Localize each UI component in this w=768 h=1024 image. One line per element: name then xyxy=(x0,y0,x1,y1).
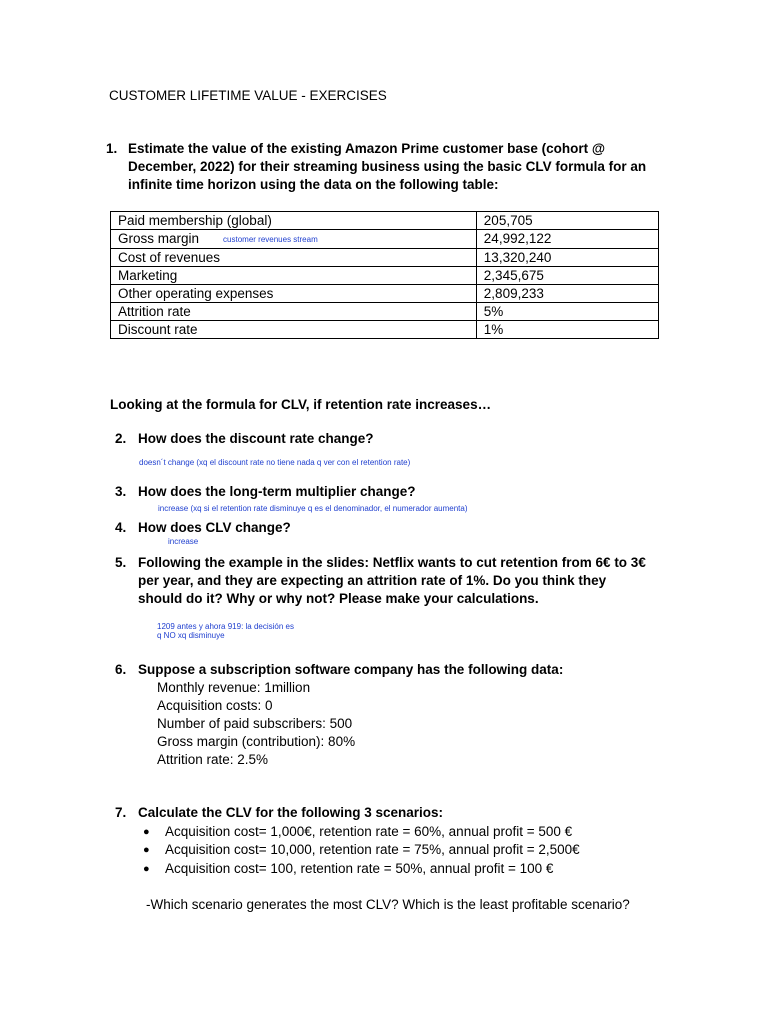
handwritten-note: customer revenues stream xyxy=(223,234,318,244)
table-cell-value: 2,809,233 xyxy=(476,284,658,302)
retention-intro: Looking at the formula for CLV, if retention rate increases… xyxy=(110,397,492,412)
q5-line-2: per year, and they are expecting an attrition rate of 1%. Do you think they xyxy=(138,573,607,588)
q2-handwritten-note: doesn´t change (xq el discount rate no tiene nada q ver con el retention rate) xyxy=(139,458,411,467)
q7-followup: -Which scenario generates the most CLV? Which is the least profitable scenario? xyxy=(146,897,630,912)
table-row xyxy=(111,302,659,320)
gross-margin-label: Gross margin xyxy=(118,231,200,246)
table-cell-value: 5% xyxy=(476,302,658,320)
q7-scenario: Acquisition cost= 10,000, retention rate = 75%, annual profit = 2,500€ xyxy=(165,842,580,857)
q5-line-1: Following the example in the slides: Netflix wants to cut retention from 6€ to 3€ xyxy=(138,555,646,570)
table-row xyxy=(111,248,659,266)
q7-scenario: Acquisition cost= 100, retention rate = 50%, annual profit = 100 € xyxy=(165,861,554,876)
q6-text: Suppose a subscription software company has the following data: xyxy=(138,662,564,677)
q5-handwritten-note-1: 1209 antes y ahora 919: la decisión es xyxy=(157,622,294,631)
table-cell-label xyxy=(111,230,477,249)
q6-item: Acquisition costs: 0 xyxy=(157,698,273,713)
table-row xyxy=(111,266,659,284)
table-cell-label: Other operating expenses xyxy=(111,284,477,302)
q3-number: 3. xyxy=(115,484,127,499)
page-title: CUSTOMER LIFETIME VALUE - EXERCISES xyxy=(109,88,387,103)
q1-line-2: December, 2022) for their streaming business using the basic CLV formula for an xyxy=(128,159,647,174)
table-cell-value: 2,345,675 xyxy=(476,266,658,284)
table-cell-label: Discount rate xyxy=(111,320,477,338)
table-row xyxy=(111,212,659,230)
table-cell-label: Paid membership (global) xyxy=(111,212,477,230)
q6-item: Gross margin (contribution): 80% xyxy=(157,734,356,749)
q4-text: How does CLV change? xyxy=(138,520,291,535)
table-row xyxy=(111,320,659,338)
q1-line-3: infinite time horizon using the data on the following table: xyxy=(128,177,499,192)
q2-text: How does the discount rate change? xyxy=(138,431,374,446)
q4-handwritten-note: increase xyxy=(168,537,199,546)
bullet-icon: ● xyxy=(143,863,150,875)
bullet-icon: ● xyxy=(143,826,150,838)
q3-text: How does the long-term multiplier change? xyxy=(138,484,416,499)
q2-number: 2. xyxy=(115,431,127,446)
table-cell-value: 1% xyxy=(476,320,658,338)
q1-number: 1. xyxy=(106,141,118,156)
q7-scenario: Acquisition cost= 1,000€, retention rate = 60%, annual profit = 500 € xyxy=(165,824,573,839)
q5-line-3: should do it? Why or why not? Please make your calculations. xyxy=(138,591,539,606)
q1-line-1: Estimate the value of the existing Amazon Prime customer base (cohort @ xyxy=(128,141,606,156)
table-cell-value: 24,992,122 xyxy=(476,230,658,249)
q6-item: Attrition rate: 2.5% xyxy=(157,752,269,767)
table-cell-label: Marketing xyxy=(111,266,477,284)
table-cell-value: 205,705 xyxy=(476,212,658,230)
q7-text: Calculate the CLV for the following 3 scenarios: xyxy=(138,805,444,820)
q6-item: Number of paid subscribers: 500 xyxy=(157,716,353,731)
q3-handwritten-note: increase (xq si el retention rate disminuye q es el denominador, el numerador aumenta) xyxy=(158,504,468,513)
q5-handwritten-note-2: q NO xq disminuye xyxy=(157,631,225,640)
amazon-prime-data-table xyxy=(110,211,659,339)
bullet-icon: ● xyxy=(143,844,150,856)
q4-number: 4. xyxy=(115,520,127,535)
q6-number: 6. xyxy=(115,662,127,677)
table-cell-label: Cost of revenues xyxy=(111,248,477,266)
table-row xyxy=(111,230,659,249)
q7-number: 7. xyxy=(115,805,127,820)
table-cell-label: Attrition rate xyxy=(111,302,477,320)
table-cell-value: 13,320,240 xyxy=(476,248,658,266)
q6-item: Monthly revenue: 1million xyxy=(157,680,311,695)
table-row xyxy=(111,284,659,302)
q5-number: 5. xyxy=(115,555,127,570)
